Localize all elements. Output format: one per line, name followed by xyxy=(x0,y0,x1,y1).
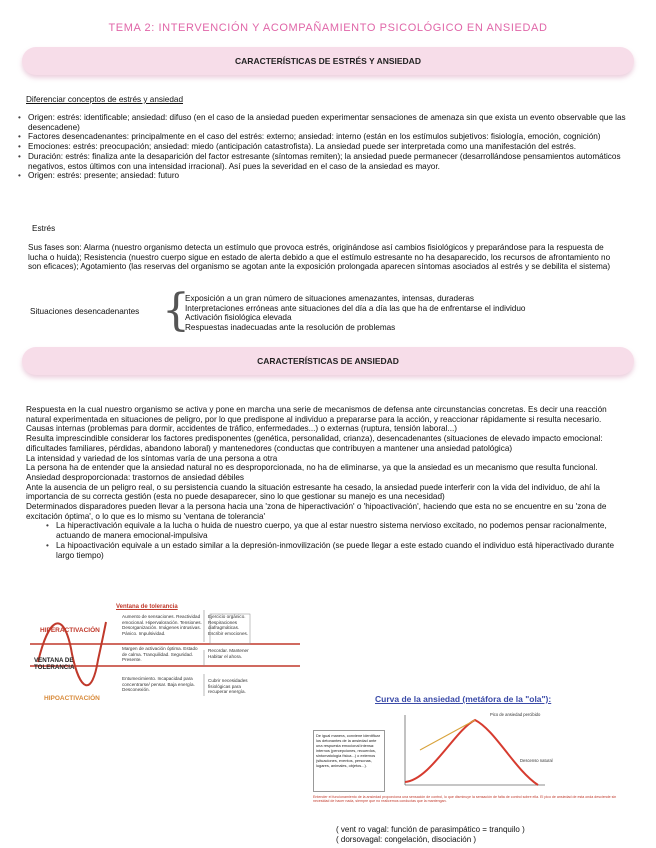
hyper-description: Aumento de sensaciones. Reactividad emocional. Hipervaloración. Tensiones. Desorganización. Imágenes intrusivas. Pánico. Impulsividad. xyxy=(122,614,202,636)
paragraph: La persona ha de entender que la ansiedad natural no es desproporcionada, no ha de eliminarse, ya que la ansiedad es un mecanismo que resulta funcional. Ansiedad desproporcionada: trastornos de ansiedad débiles xyxy=(26,463,598,482)
hyper-strategy: Ejercicio orgánico. Respiraciones diafragmáticas. Escribir emociones. xyxy=(208,614,249,636)
paragraph: Ante la ausencia de un peligro real, o su persistencia cuando la situación estresante ha cesado, la ansiedad puede interferir con la vida del individuo, de ahí la importancia de su correcta gestión (esta no puede desaparecer, sino lo que gestionar su manejo es una necesidad) xyxy=(26,482,600,502)
list-item: • Origen: estrés: identificable; ansiedad: difuso (en el caso de la ansiedad pueden experimentar sensaciones de amenaza sin que exista un evento observable que las desencadene) xyxy=(28,113,640,132)
anxiety-paragraphs xyxy=(26,405,626,560)
list-item: • Factores desencadenantes: principalmente en el caso del estrés: externo; ansiedad: interno (están en los estímulos subjetivos: fisiología, emoción, cognición) xyxy=(28,132,640,142)
stress-phases-text: Sus fases son: Alarma (nuestro organismo detecta un estímulo que provoca estrés, originándose así cambios fisiológicos y preparándose para la respuesta de lucha o huida); Resistencia (nuestro cuerpo sigue en estado de alerta debido a que el estímulo estresante no ha desaparecido, los recursos de afrontamiento no son eficaces); Agotamiento (las reservas del organismo se agotan ante la exposición prolongada aparecen síntomas asociados al estrés y se debilita el sistema) xyxy=(28,243,611,272)
list-item: Interpretaciones erróneas ante situaciones del día a día las que ha de enfrentarse el individuo xyxy=(185,303,526,313)
paragraph: La intensidad y variedad de los síntomas varía de una persona a otra xyxy=(26,453,278,463)
list-item: • La hiperactivación equivale a la lucha o huida de nuestro cuerpo, ya que al estar nuestro sistema nervioso excitado, no podemos pensar racionalmente, actuando de manera emocional-impulsiva xyxy=(56,521,626,540)
triggers-list xyxy=(185,294,625,333)
list-item: • Duración: estrés: finaliza ante la desaparición del factor estresante (síntomas remiten); la ansiedad puede permanecer (desarrollándose pensamientos automáticos negativos, estos últimos con una intensidad irracional). Así pues la severidad en el caso de la ansiedad es mayor. xyxy=(28,152,640,171)
brace-icon: { xyxy=(162,285,190,336)
paragraph: Resulta imprescindible considerar los factores predisponentes (genética, personalidad, crianza), desencadenantes (situaciones de elevado impacto emocional: dificultades familiares, pérdidas, abandono laboral) y mantenedores (conductas que contribuyen a mantener una ansiedad patológica) xyxy=(26,434,603,453)
decline-label: Descenso natural xyxy=(520,758,553,763)
stress-label: Estrés xyxy=(32,224,56,233)
list-item: • Emociones: estrés: preocupación; ansiedad: miedo (anticipación catastrofista). La ansiedad puede ser interpretada como una manifestación del estrés. xyxy=(28,142,640,152)
difference-list xyxy=(14,113,640,181)
triggers-label: Situaciones desencadenantes xyxy=(30,307,140,316)
page-title: TEMA 2: INTERVENCIÓN Y ACOMPAÑAMIENTO PSICOLÓGICO EN ANSIEDAD xyxy=(108,22,548,34)
window-description: Margen de activación óptima. Estado de calma. Tranquilidad. Seguridad. Presente. xyxy=(122,646,198,663)
hypo-strategy: Cubrir necesidades fisiológicas para recuperar energía. xyxy=(208,678,248,695)
list-item: • Origen: estrés: presente; ansiedad: futuro xyxy=(28,171,640,181)
subheading: Diferenciar conceptos de estrés y ansiedad xyxy=(26,95,184,104)
list-item: • La hipoactivación equivale a un estado similar a la depresión-inmovilización (se puede llegar a este estado cuando el individuo está hiperactivado durante largo tiempo) xyxy=(56,541,626,560)
figure-caption: Entender el funcionamiento de la ansiedad proporciona una sensación de control, lo que disminuye la sensación de falta de control sobre ella. El pico de ansiedad de esta onda desciende sin necesidad de hacer nada, siempre que no realicemos conductas que la mantengan. xyxy=(313,795,617,804)
paragraph: Respuesta en la cual nuestro organismo se activa y pone en marcha una serie de mecanismos de defensa ante circunstancias concretas. Es decir una reacción natural experimentada en situaciones de peligro, por lo que predispone al individuo a prepararse para la acción, y reaccionar rápidamente si resulta necesario. Causas internas (problemas para dormir, accidentes de tráfico, enfermedades...) o externas (ruptura, tensión laboral...) xyxy=(26,405,607,434)
section-banner-anxiety: CARACTERÍSTICAS DE ANSIEDAD xyxy=(22,347,634,375)
peak-label: Pico de ansiedad percibido xyxy=(490,712,541,717)
figure-title: Ventana de tolerancia xyxy=(116,604,178,610)
paragraph: Determinados disparadores pueden llevar a la persona hacia una 'zona de hiperactivación' o 'hipoactivación', haciendo que esta no se encuentre en su 'zona de excitación óptima', o lo que es lo mismo su 'ventana de tolerancia' xyxy=(26,502,607,521)
window-label: VENTANA DE TOLERANCIA xyxy=(34,657,75,671)
window-strategy: Recordar. Mantener Habitar el ahora. xyxy=(208,648,249,659)
tolerance-window-figure xyxy=(30,602,300,714)
hypo-label: HIPOACTIVACIÓN xyxy=(44,695,100,702)
hyper-label: HIPERACTIVACIÓN xyxy=(40,627,100,634)
list-item: Respuestas inadecuadas ante la resolución de problemas xyxy=(185,323,396,333)
activation-list xyxy=(26,521,626,560)
section-banner-stress-anxiety: CARACTERÍSTICAS DE ESTRÉS Y ANSIEDAD xyxy=(22,47,634,75)
list-item: Exposición a un gran número de situaciones amenazantes, intensas, duraderas xyxy=(185,294,475,303)
perceived-line xyxy=(420,720,475,750)
list-item: Activación fisiológica elevada xyxy=(185,313,292,323)
hypo-description: Entumecimiento. Incapacidad para concentrarse/ pensar. Baja energía. Desconexión. xyxy=(122,676,195,693)
footer-line-1: ( vent ro vagal: función de parasimpático = tranquilo ) xyxy=(336,825,525,834)
triggers-box: De igual manera, conviene identificar los detonantes de la ansiedad ante una respuesta emocional intensa: internos (percepciones, recuerdos, sintomatología física...) o externos (situaciones, eventos, personas, lugares, animales, objetos...). xyxy=(313,730,385,792)
figure-title: Curva de la ansiedad (metáfora de la "ola"): xyxy=(375,694,552,704)
anxiety-curve-figure xyxy=(305,690,635,810)
footer-line-2: ( dorsovagal: congelación, disociación ) xyxy=(336,835,477,844)
anxiety-wave-line xyxy=(405,720,538,785)
anxiety-curve-chart xyxy=(400,710,550,790)
